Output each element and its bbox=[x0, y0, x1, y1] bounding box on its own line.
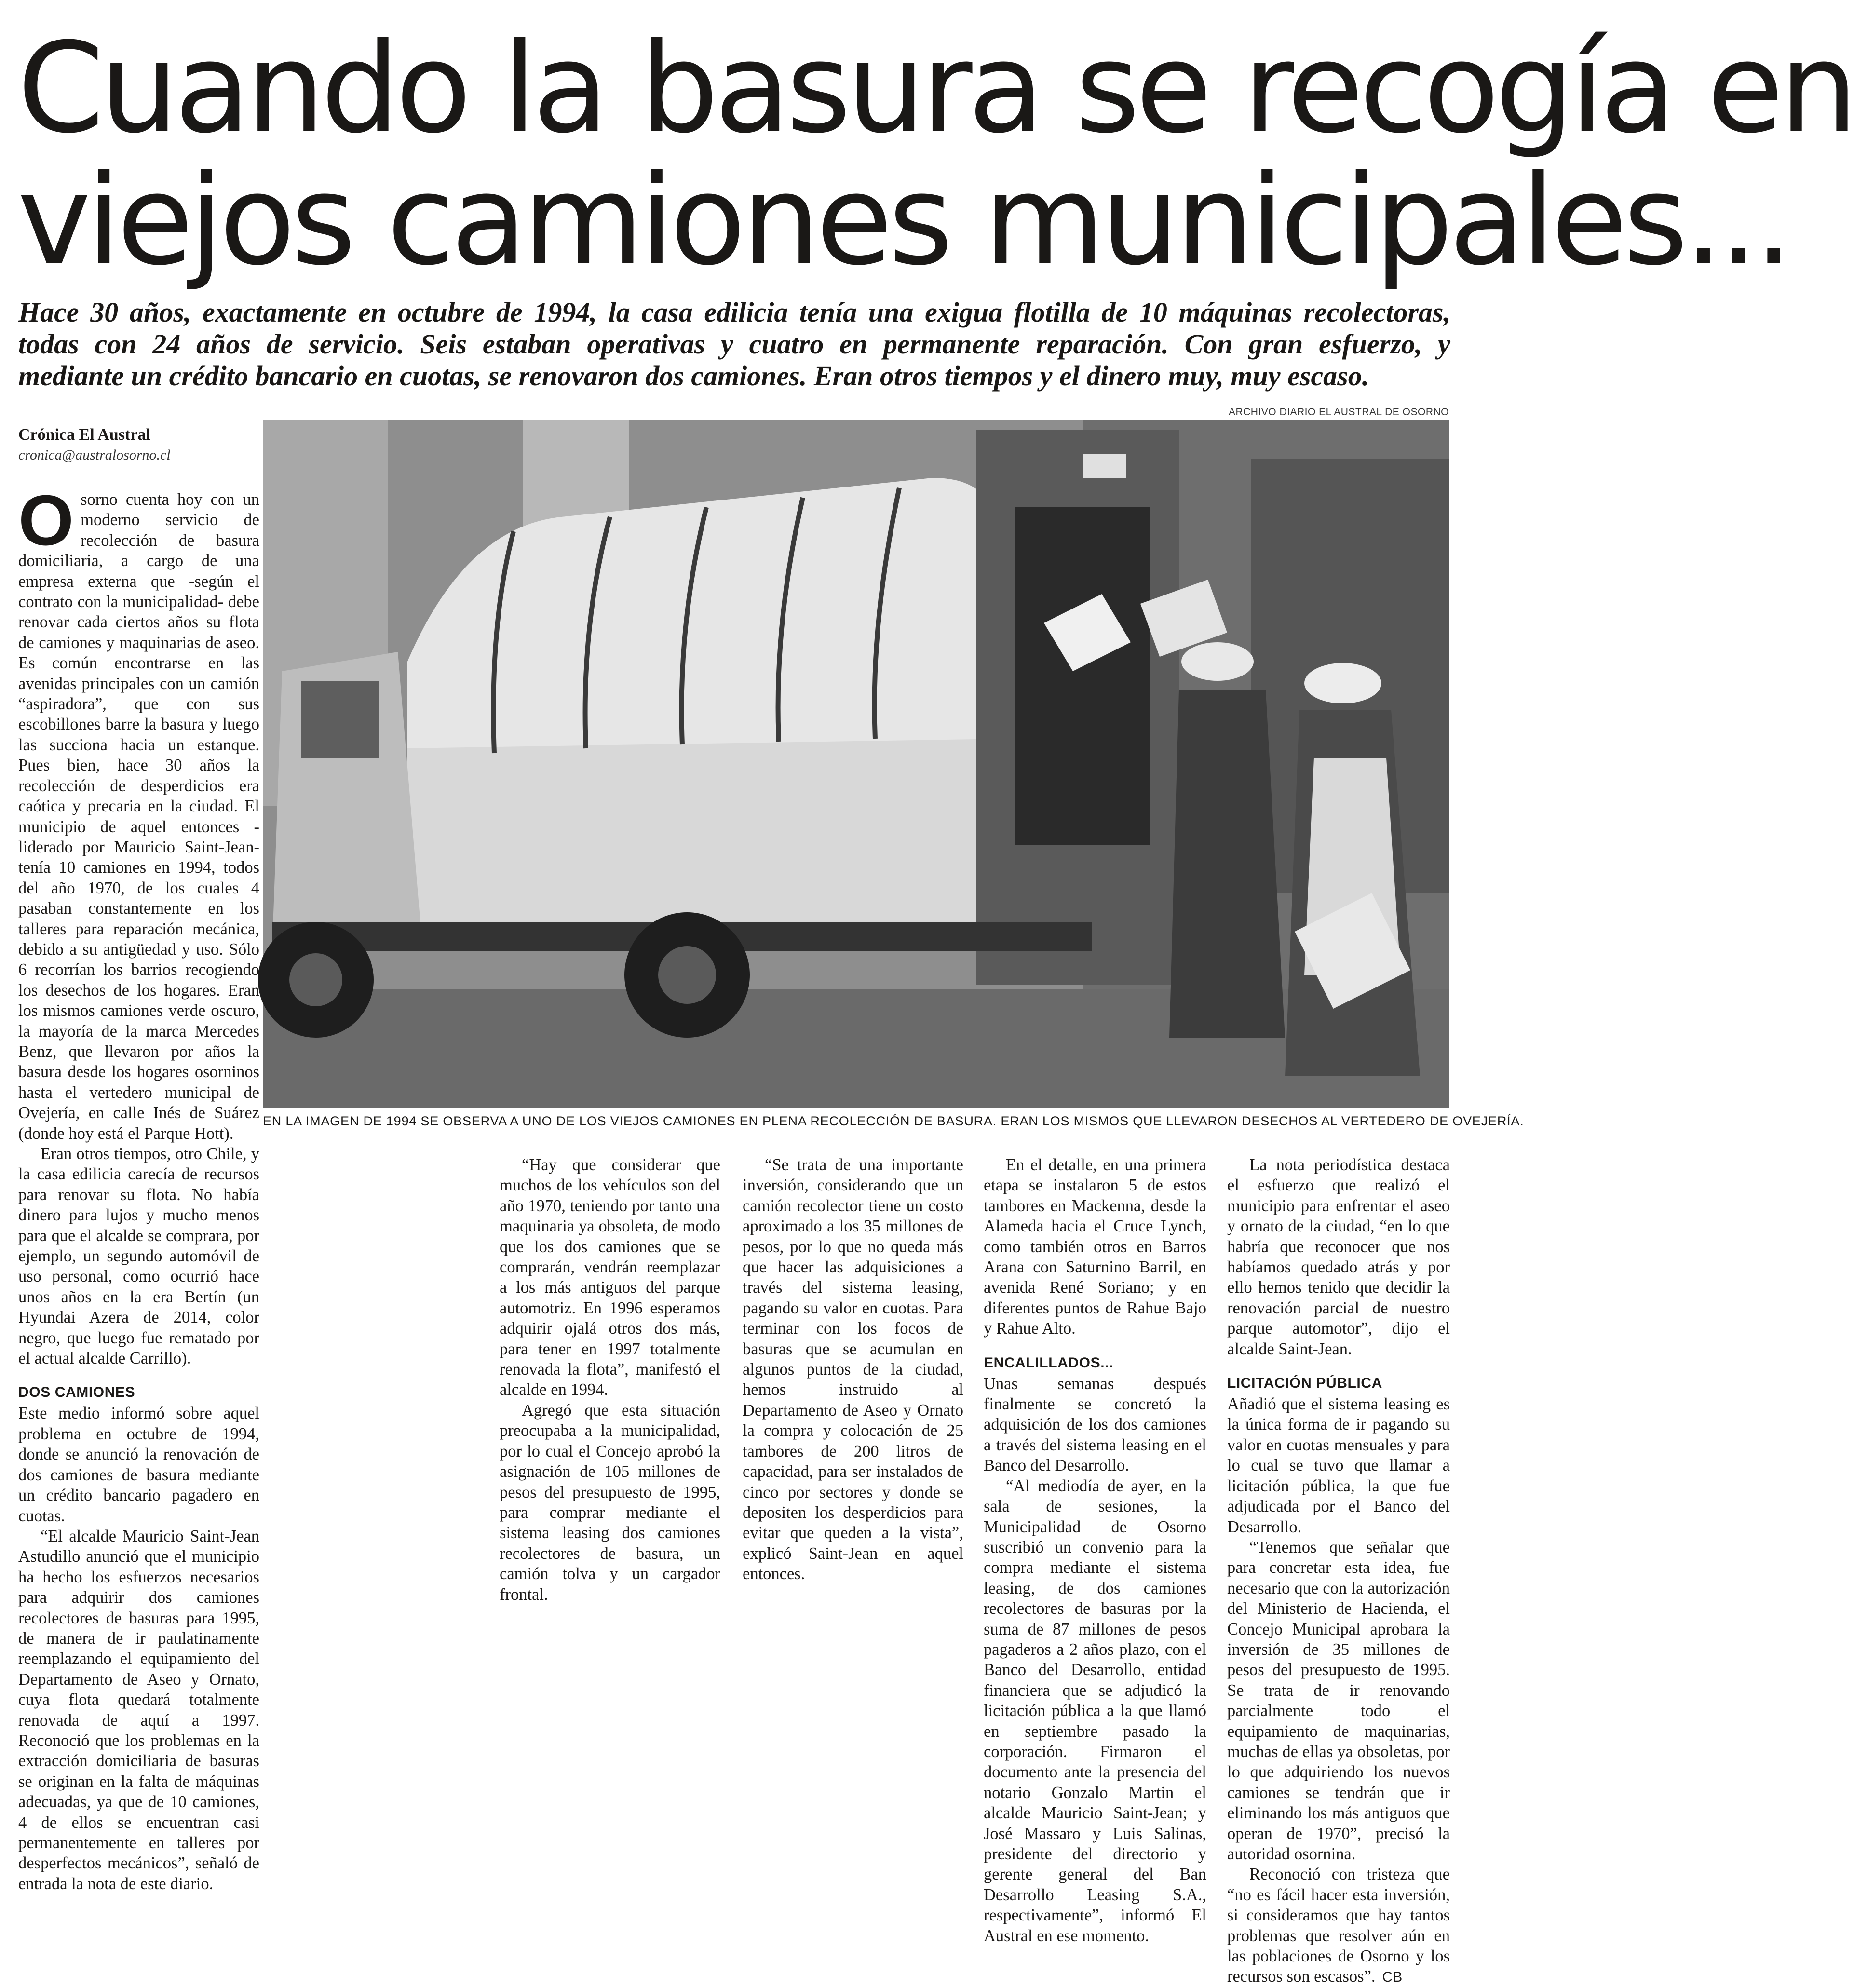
article-paragraph: En el detalle, en una primera etapa se instalaron 5 de estos tambores en Mackenna, desde la Alameda hacia el Cruce Lynch, como también otros en Barros Arana con Saturnino Barril, en avenida René Soriano; y en diferentes puntos de Rahue Bajo y Rahue Alto. bbox=[984, 1156, 1206, 1338]
headline-line-2: viejos camiones municipales... bbox=[17, 148, 1789, 293]
article-paragraph: Unas semanas después finalmente se concretó la adquisición de los dos camiones a través del sistema leasing en el Banco del Desarrollo. bbox=[984, 1374, 1206, 1475]
article-paragraph: Agregó que esta situación preocupaba a la municipalidad, por lo cual el Concejo aprobó la asignación de 105 millones de pesos del presupuesto de 1995, para comprar mediante el sistema leasing dos camiones recolectores de basura, un camión tolva y un cargador frontal. bbox=[500, 1401, 720, 1604]
article-paragraph: “Al mediodía de ayer, en la sala de sesiones, la Municipalidad de Osorno suscribió un convenio para la compra mediante el sistema leasing, de dos camiones recolectores de basuras por la suma de 87 millones de pesos pagaderos a 2 años plazo, con el Banco del Desarrollo, entidad financiera que se adjudicó la licitación pública a la que llamó en septiembre pasado la corporación. Firmaron el documento ante la presencia del notario Gonzalo Martin el alcalde Mauricio Saint-Jean; y José Massaro y Luis Salinas, presidente del directorio y gerente general del Ban Desarrollo Leasing S.A., respectivamente”, informó El Austral en ese momento. bbox=[984, 1476, 1206, 1945]
byline-author: Crónica El Austral bbox=[18, 426, 150, 444]
lead-paragraph bbox=[18, 297, 1450, 392]
lead-line-2: todas con 24 años de servicio. Seis estaban operativas y cuatro en permanente reparación. Con gran esfuerzo, y bbox=[18, 328, 1450, 360]
article-column-4 bbox=[743, 1155, 963, 1584]
photo-credit: ARCHIVO DIARIO EL AUSTRAL DE OSORNO bbox=[1228, 406, 1449, 418]
article-paragraph: “Hay que considerar que muchos de los vehículos son del año 1970, teniendo por tanto una maquinaria ya obsoleta, de modo que los dos camiones que se comprarán, vendrán reemplazar a los más antiguos del parque automotriz. En 1996 esperamos adquirir ojalá otros dos más, para tener en 1997 totalmente renovada la flota”, manifestó el alcalde en 1994. bbox=[500, 1156, 720, 1399]
end-of-article-mark: CB bbox=[1382, 1969, 1403, 1986]
subheading-encalillados: ENCALILLADOS... bbox=[984, 1354, 1113, 1371]
article-paragraph: La nota periodística destaca el esfuerzo que realizó el municipio para enfrentar el aseo y ornato de la ciudad, “en lo que habría que reconocer que nos habíamos quedado atrás y por ello hemos tenido que decidir la renovación parcial de nuestro parque automotor”, dijo el alcalde Saint-Jean. bbox=[1227, 1156, 1450, 1358]
lead-line-1: Hace 30 años, exactamente en octubre de 1994, la casa edilicia tenía una exigua flotilla de 10 máquinas recolectoras, bbox=[18, 297, 1450, 328]
paragraph-14-text: Reconoció con tristeza que “no es fácil hacer esta inversión, si consideramos que hay tantos problemas que resolver aún en las poblaciones de Osorno y los recursos son escasos”. bbox=[1227, 1865, 1450, 1986]
article-column-1 bbox=[18, 481, 259, 1894]
article-paragraph: “Tenemos que señalar que para concretar esta idea, fue necesario que con la autorización del Ministerio de Hacienda, el Concejo Municipal aprobara la inversión de 35 millones de pesos del presupuesto de 1995. Se trata de ir renovando parcialmente todo el equipamiento de maquinarias, muchas de ellas ya obsoletas, por lo que adquiriendo los nuevos camiones se tendrán que ir eliminando los más antiguos que operan de 1970”, precisó la autoridad osornina. bbox=[1227, 1538, 1450, 1863]
article-paragraph: “El alcalde Mauricio Saint-Jean Astudillo anunció que el municipio ha hecho los esfuerzos necesarios para adquirir dos camiones recolectores de basuras para 1995, de manera de ir paulatinamente reemplazando el equipamiento del Departamento de Aseo y Ornato, cuya flota quedará totalmente renovada de aquí a 1997. Reconoció que los problemas en la extracción domiciliaria de basuras se originan en la falta de máquinas adecuadas, ya que de 10 camiones, 4 de ellos se encuentran casi permanentemente en talleres por desperfectos mecánicos”, señaló de entrada la nota de este diario. bbox=[18, 1527, 259, 1893]
paragraph-1-text: sorno cuenta hoy con un moderno servicio de recolección de basura domiciliaria, a cargo de una empresa externa que -según el contrato con la municipalidad- debe renovar cada ciertos años su flota de camiones y maquinarias de aseo. Es común encontrarse en las avenidas principales con un camión “aspiradora”, que con sus escobillones barre la basura y luego las succiona hacia un estanque. Pues bien, hace 30 años la recolección de desperdicios era caótica y precaria en la ciudad. El municipio de aquel entonces -liderado por Mauricio Saint-Jean- tenía 10 camiones en 1994, todos del año 1970, de los cuales 4 pasaban constantemente en los talleres para reparación mecánica, debido a su antigüedad y uso. Sólo 6 recorrían los barrios recogiendo los desechos de los hogares. Eran los mismos camiones verde oscuro, la mayoría de la marca Mercedes Benz, que llevaron por años la basura desde los hogares osorninos hasta el vertedero municipal de Ovejería, en calle Inés de Suárez (donde hoy está el Parque Hott). bbox=[18, 490, 259, 1143]
article-column-5 bbox=[984, 1155, 1206, 1946]
headline bbox=[17, 16, 1854, 293]
dropcap: O bbox=[18, 481, 74, 560]
lead-line-3: mediante un crédito bancario en cuotas, se renovaron dos camiones. Eran otros tiempos y el dinero muy, muy escaso. bbox=[18, 360, 1369, 392]
byline-email: cronica@australosorno.cl bbox=[18, 447, 171, 463]
headline-line-1: Cuando la basura se recogía en bbox=[17, 16, 1854, 161]
article-column-6 bbox=[1227, 1155, 1450, 1988]
photo-illustration bbox=[263, 420, 1449, 1108]
subheading-dos-camiones: DOS CAMIONES bbox=[18, 1384, 135, 1401]
article-paragraph: Eran otros tiempos, otro Chile, y la casa edilicia carecía de recursos para renovar su flota. No había dinero para lujos y mucho menos para que el alcalde se comprara, por ejemplo, un segundo automóvil de uso personal, como ocurrió hace unos años en la era Bertín (un Hyundai Azera de 2014, color negro, que luego fue rematado por el actual alcalde Carrillo). bbox=[18, 1145, 259, 1368]
subheading-licitacion-publica: LICITACIÓN PÚBLICA bbox=[1227, 1375, 1382, 1392]
article-paragraph: “Se trata de una importante inversión, considerando que un camión recolector tiene un costo aproximado a los 35 millones de pesos, por lo que no queda más que hacer las adquisiciones a través del sistema leasing, pagando su valor en cuotas. Para terminar con los focos de basuras que se acumulan en algunos puntos de la ciudad, hemos instruido al Departamento de Aseo y Ornato la compra y colocación de 25 tambores de 200 litros de capacidad, para ser instalados de cinco por sectores y donde se depositen los desperdicios para evitar que queden a la vista”, explicó Saint-Jean en aquel entonces. bbox=[743, 1156, 963, 1583]
article-paragraph: Añadió que el sistema leasing es la única forma de ir pagando su valor en cuotas mensuales y para lo cual se tuvo que llamar a licitación pública, la que fue adjudicada por el Banco del Desarrollo. bbox=[1227, 1395, 1450, 1536]
article-paragraph bbox=[1227, 1864, 1450, 1988]
photo-caption: EN LA IMAGEN DE 1994 SE OBSERVA A UNO DE LOS VIEJOS CAMIONES EN PLENA RECOLECCIÓN DE BASURA. ERAN LOS MISMOS QUE LLEVARON DESECHOS AL VERTEDERO DE OVEJERÍA. bbox=[263, 1114, 1524, 1128]
byline bbox=[18, 424, 259, 465]
article-paragraph: Este medio informó sobre aquel problema en octubre de 1994, donde se anunció la renovación de dos camiones de basura mediante un crédito bancario pagadero en cuotas. bbox=[18, 1404, 259, 1525]
garbage-truck-photo bbox=[263, 420, 1449, 1108]
article-paragraph bbox=[18, 481, 259, 1144]
article-column-3 bbox=[500, 1155, 720, 1605]
